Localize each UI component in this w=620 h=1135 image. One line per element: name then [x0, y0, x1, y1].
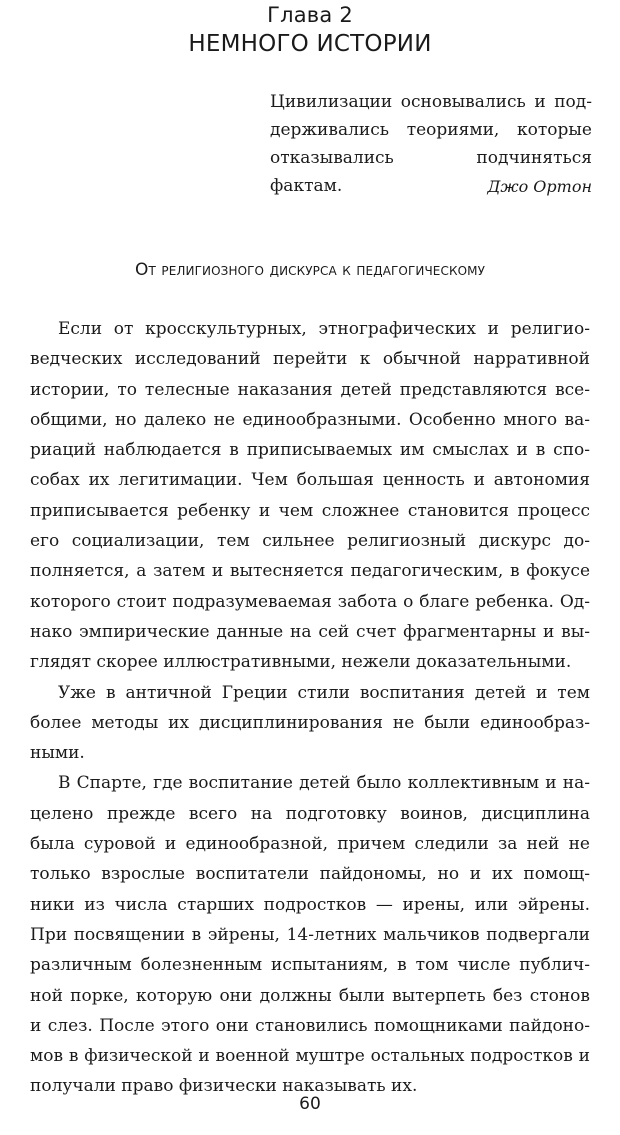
epigraph-author: Джо Ортон [487, 177, 592, 196]
paragraph-3: В Спарте, где воспитание детей было коллективным и нацелено прежде всего на подготовку воинов, дисциплина была суровой и единообразной, причем следили за ней не только взрослые воспитатели пайдономы, но и их помощники из числа старших подростков — ирены, или эйрены. При посвящении в эйрены, 14-летних мальчиков подвергали различным болезненным испытаниям, в том числе публичной порке, которую они должны были вытерпеть без стонов и слез. После этого они становились помощниками пайдономов в физической и военной муштре остальных подростков и получали право физически наказывать их. [30, 773, 590, 1097]
paragraph-2: Уже в античной Греции стили воспитания детей и тем более методы их дисциплинирования не были единообразными. [30, 682, 590, 764]
epigraph-text: Цивилизации основывались и поддерживались теориями, которые отказывались подчиняться фактам. [270, 92, 592, 196]
page-number: 60 [299, 1094, 321, 1114]
paragraph-1: Если от кросскультурных, этнографических и религиоведческих исследований перейти к обычной нарративной истории, то телесные наказания детей представляются всеобщими, но далеко не единообразными. Особенно много вариаций наблюдается в приписываемых им смыслах и в способах их легитимации. Чем большая ценность и автономия приписывается ребенку и чем сложнее становится процесс его социализации, тем сильнее религиозный дискурс дополняется, а затем и вытесняется педагогическим, в фокусе которого стоит подразумеваемая забота о благе ребенка. Однако эмпирические данные на сей счет фрагментарны и выглядят скорее иллюстративными, нежели доказательными. [30, 319, 590, 673]
section-heading: От религиозного дискурса к педагогическому [135, 260, 485, 280]
chapter-label: Глава 2 [267, 3, 353, 27]
body-text [30, 314, 590, 1102]
chapter-title: НЕМНОГО ИСТОРИИ [188, 31, 432, 57]
